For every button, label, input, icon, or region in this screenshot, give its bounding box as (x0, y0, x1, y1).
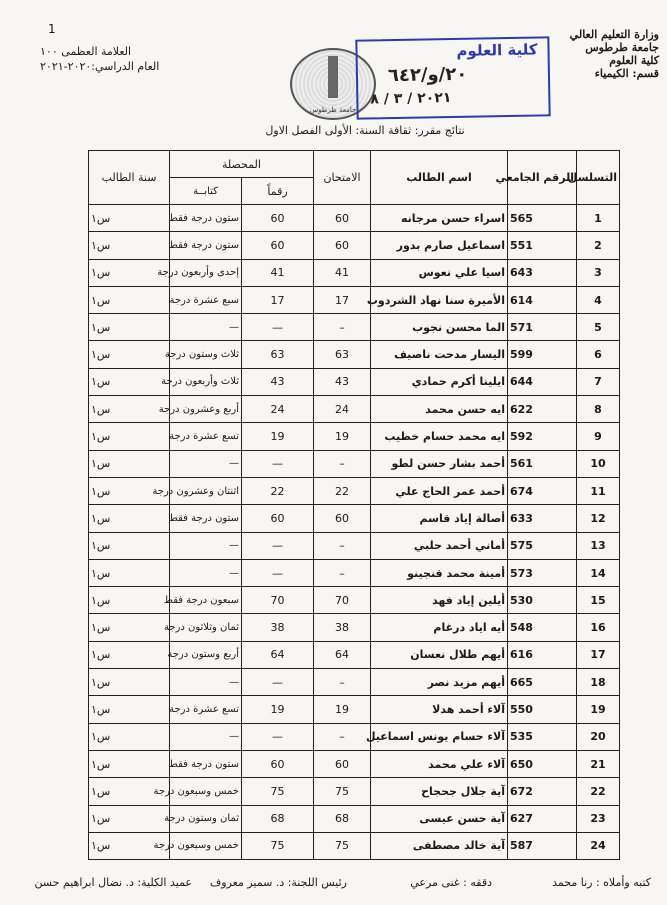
cell-serial: 15 (577, 587, 620, 614)
faculty-stamp (355, 36, 550, 119)
cell-serial: 14 (577, 559, 620, 586)
cell-words: اثنتان وعشرون درجة (170, 477, 242, 504)
cell-words: أربع وستون درجة (170, 641, 242, 668)
cell-words: ثمان وستون درجة (170, 805, 242, 832)
cell-words: ستون درجة فقط (170, 750, 242, 777)
cell-name: آلاء أحمد هدلا (371, 696, 508, 723)
cell-exam: 19 (314, 423, 371, 450)
table-row (89, 832, 620, 859)
cell-serial: 6 (577, 341, 620, 368)
cell-exam: – (314, 532, 371, 559)
results-table (88, 150, 620, 860)
cell-words: — (170, 559, 242, 586)
cell-year: س١ (89, 232, 170, 259)
header-total-words: كتابــة (170, 178, 242, 205)
cell-exam: 38 (314, 614, 371, 641)
cell-id: 674 (508, 477, 577, 504)
cell-serial: 19 (577, 696, 620, 723)
cell-words: ستون درجة فقط (170, 232, 242, 259)
cell-num: 60 (242, 505, 314, 532)
cell-year: س١ (89, 314, 170, 341)
document-subtitle: نتائج مقرر: ثقافة السنة: الأولى الفصل الاول (265, 124, 465, 137)
cell-serial: 3 (577, 259, 620, 286)
cell-words: ثلاث وستون درجة (170, 341, 242, 368)
cell-id: 561 (508, 450, 577, 477)
cell-words: تسع عشرة درجة (170, 423, 242, 450)
cell-id: 530 (508, 587, 577, 614)
cell-num: — (242, 723, 314, 750)
cell-name: آلاء علي محمد (371, 750, 508, 777)
cell-num: — (242, 559, 314, 586)
cell-num: 60 (242, 750, 314, 777)
table-row (89, 669, 620, 696)
cell-serial: 24 (577, 832, 620, 859)
cell-id: 643 (508, 259, 577, 286)
cell-year: س١ (89, 341, 170, 368)
cell-words: ستون درجة فقط (170, 505, 242, 532)
cell-serial: 2 (577, 232, 620, 259)
table-row (89, 778, 620, 805)
cell-year: س١ (89, 587, 170, 614)
cell-id: 592 (508, 423, 577, 450)
cell-num: 63 (242, 341, 314, 368)
cell-year: س١ (89, 614, 170, 641)
cell-words: خمس وسبعون درجة (170, 832, 242, 859)
header-id: الرقم الجامعي (508, 151, 577, 205)
cell-exam: 43 (314, 368, 371, 395)
table-row (89, 477, 620, 504)
cell-serial: 1 (577, 205, 620, 232)
header-total-number: رقماً (242, 178, 314, 205)
cell-serial: 9 (577, 423, 620, 450)
stamp-number: ٢٠/و/٦٤٢ (387, 63, 468, 87)
cell-year: س١ (89, 532, 170, 559)
cell-year: س١ (89, 723, 170, 750)
cell-name: اسماعيل صارم بدور (371, 232, 508, 259)
cell-id: 565 (508, 205, 577, 232)
cell-exam: 17 (314, 286, 371, 313)
table-row (89, 232, 620, 259)
cell-exam: – (314, 723, 371, 750)
cell-name: ايلينا أكرم حمادي (371, 368, 508, 395)
cell-name: أيه اياد درغام (371, 614, 508, 641)
header-line: كلية العلوم (609, 54, 659, 67)
cell-words: خمس وسبعون درجة (170, 778, 242, 805)
cell-words: ثلاث وأربعون درجة (170, 368, 242, 395)
table-row (89, 532, 620, 559)
cell-name: ايه حسن محمد (371, 396, 508, 423)
cell-words: سبعون درجة فقط (170, 587, 242, 614)
cell-name: أحمد عمر الحاج علي (371, 477, 508, 504)
cell-name: أصالة إياد قاسم (371, 505, 508, 532)
cell-id: 535 (508, 723, 577, 750)
cell-name: أماني أحمد حلبي (371, 532, 508, 559)
cell-id: 627 (508, 805, 577, 832)
table-row (89, 750, 620, 777)
cell-year: س١ (89, 423, 170, 450)
cell-id: 573 (508, 559, 577, 586)
cell-exam: – (314, 669, 371, 696)
cell-serial: 13 (577, 532, 620, 559)
table-row (89, 505, 620, 532)
header-serial: التسلسل (577, 151, 620, 205)
tower-icon (328, 56, 338, 98)
cell-words: إحدى وأربعون درجة (170, 259, 242, 286)
cell-year: س١ (89, 559, 170, 586)
cell-num: 41 (242, 259, 314, 286)
cell-name: أيهم طلال نعسان (371, 641, 508, 668)
cell-num: 19 (242, 696, 314, 723)
cell-name: آلاء حسام يونس اسماعيل (371, 723, 508, 750)
committee-head-signature: رئيس اللجنة: د. سمير معروف (209, 876, 347, 889)
cell-name: أمينة محمد قنجينو (371, 559, 508, 586)
cell-year: س١ (89, 778, 170, 805)
header-total: المحصلة (170, 151, 314, 178)
cell-serial: 12 (577, 505, 620, 532)
seal-text: جامعة طرطوس (309, 106, 357, 114)
cell-year: س١ (89, 205, 170, 232)
cell-words: — (170, 723, 242, 750)
cell-name: اليسار مدحت ناصيف (371, 341, 508, 368)
cell-id: 599 (508, 341, 577, 368)
cell-num: — (242, 532, 314, 559)
cell-year: س١ (89, 641, 170, 668)
cell-words: — (170, 669, 242, 696)
cell-num: 75 (242, 832, 314, 859)
cell-serial: 16 (577, 614, 620, 641)
cell-num: 24 (242, 396, 314, 423)
cell-words: تسع عشرة درجة (170, 696, 242, 723)
table-row (89, 450, 620, 477)
dean-signature: عميد الكلية: د. نضال ابراهيم حسن (34, 876, 192, 889)
cell-exam: 63 (314, 341, 371, 368)
cell-id: 622 (508, 396, 577, 423)
cell-name: ايه محمد حسام خطيب (371, 423, 508, 450)
cell-serial: 20 (577, 723, 620, 750)
cell-id: 616 (508, 641, 577, 668)
table-row (89, 341, 620, 368)
cell-year: س١ (89, 396, 170, 423)
table-row (89, 805, 620, 832)
cell-num: 75 (242, 778, 314, 805)
table-row (89, 205, 620, 232)
cell-exam: 22 (314, 477, 371, 504)
table-row (89, 314, 620, 341)
stamp-title: كلية العلوم (456, 40, 538, 60)
cell-id: 633 (508, 505, 577, 532)
cell-year: س١ (89, 505, 170, 532)
header-year: سنة الطالب (89, 151, 170, 205)
header-name: اسم الطالب (371, 151, 508, 205)
cell-name: آية حسن عيسى (371, 805, 508, 832)
cell-words: — (170, 314, 242, 341)
cell-year: س١ (89, 832, 170, 859)
table-row (89, 587, 620, 614)
cell-num: — (242, 314, 314, 341)
cell-words: سبع عشرة درجة (170, 286, 242, 313)
cell-words: أربع وعشرون درجة (170, 396, 242, 423)
cell-year: س١ (89, 368, 170, 395)
cell-year: س١ (89, 286, 170, 313)
cell-num: 22 (242, 477, 314, 504)
cell-words: ستون درجة فقط (170, 205, 242, 232)
stamp-date: ٢٠٢١ / ٣ / ٨ (370, 90, 452, 108)
cell-exam: – (314, 314, 371, 341)
cell-num: 64 (242, 641, 314, 668)
cell-id: 548 (508, 614, 577, 641)
cell-num: 43 (242, 368, 314, 395)
cell-year: س١ (89, 750, 170, 777)
cell-exam: 60 (314, 750, 371, 777)
table-row (89, 368, 620, 395)
cell-year: س١ (89, 669, 170, 696)
table-row (89, 696, 620, 723)
writer-signature: كتبه وأملاه : رنا محمد (552, 876, 651, 889)
cell-id: 587 (508, 832, 577, 859)
cell-exam: 19 (314, 696, 371, 723)
cell-name: الما محسن نجوب (371, 314, 508, 341)
cell-num: 60 (242, 232, 314, 259)
table-row (89, 286, 620, 313)
cell-serial: 18 (577, 669, 620, 696)
cell-name: آية جلال جحجاح (371, 778, 508, 805)
cell-id: 665 (508, 669, 577, 696)
cell-num: 68 (242, 805, 314, 832)
cell-num: 60 (242, 205, 314, 232)
cell-exam: 75 (314, 778, 371, 805)
cell-id: 672 (508, 778, 577, 805)
cell-id: 614 (508, 286, 577, 313)
cell-num: 17 (242, 286, 314, 313)
cell-exam: 75 (314, 832, 371, 859)
table-row (89, 641, 620, 668)
cell-name: أيهم مزيد نصر (371, 669, 508, 696)
header-line: جامعة طرطوس (585, 41, 659, 54)
cell-name: أحمد بشار حسن لطو (371, 450, 508, 477)
cell-id: 650 (508, 750, 577, 777)
header-exam: الامتحان (314, 151, 371, 205)
header-line: وزارة التعليم العالي (569, 28, 659, 41)
table-row (89, 396, 620, 423)
cell-year: س١ (89, 477, 170, 504)
cell-exam: 60 (314, 205, 371, 232)
cell-serial: 21 (577, 750, 620, 777)
cell-words: — (170, 532, 242, 559)
cell-id: 644 (508, 368, 577, 395)
cell-serial: 22 (577, 778, 620, 805)
academic-year: العام الدراسي:٢٠٢٠-٢٠٢١ (40, 60, 160, 73)
cell-name: اسيا علي نعوس (371, 259, 508, 286)
cell-serial: 8 (577, 396, 620, 423)
cell-serial: 17 (577, 641, 620, 668)
cell-exam: 64 (314, 641, 371, 668)
cell-exam: 60 (314, 232, 371, 259)
cell-id: 551 (508, 232, 577, 259)
cell-name: اسراء حسن مرجانه (371, 205, 508, 232)
cell-num: — (242, 450, 314, 477)
cell-words: ثمان وثلاثون درجة (170, 614, 242, 641)
cell-words: — (170, 450, 242, 477)
cell-exam: – (314, 559, 371, 586)
cell-year: س١ (89, 805, 170, 832)
cell-serial: 10 (577, 450, 620, 477)
cell-num: 70 (242, 587, 314, 614)
header-line: قسم: الكيمياء (594, 67, 659, 80)
cell-year: س١ (89, 450, 170, 477)
signatures-footer (0, 876, 667, 896)
grade-info (40, 30, 159, 74)
cell-exam: 41 (314, 259, 371, 286)
max-grade: العلامة العظمى ١٠٠ (40, 45, 132, 58)
cell-serial: 23 (577, 805, 620, 832)
checker-signature: دققه : غنى مرعي (410, 876, 492, 889)
cell-serial: 7 (577, 368, 620, 395)
cell-exam: 24 (314, 396, 371, 423)
cell-year: س١ (89, 259, 170, 286)
cell-num: — (242, 669, 314, 696)
cell-serial: 4 (577, 286, 620, 313)
cell-name: آية خالد مصطفى (371, 832, 508, 859)
cell-id: 571 (508, 314, 577, 341)
table-row (89, 423, 620, 450)
cell-year: س١ (89, 696, 170, 723)
cell-serial: 5 (577, 314, 620, 341)
table-row (89, 259, 620, 286)
table-row (89, 614, 620, 641)
table-row (89, 723, 620, 750)
cell-num: 19 (242, 423, 314, 450)
page-number: 1 (48, 22, 56, 36)
cell-exam: 68 (314, 805, 371, 832)
cell-num: 38 (242, 614, 314, 641)
cell-name: أيلين إياد فهد (371, 587, 508, 614)
cell-exam: 60 (314, 505, 371, 532)
cell-id: 550 (508, 696, 577, 723)
cell-name: الأميرة سنا نهاد الشردوب (371, 286, 508, 313)
cell-exam: 70 (314, 587, 371, 614)
cell-exam: – (314, 450, 371, 477)
cell-id: 575 (508, 532, 577, 559)
table-row (89, 559, 620, 586)
cell-serial: 11 (577, 477, 620, 504)
